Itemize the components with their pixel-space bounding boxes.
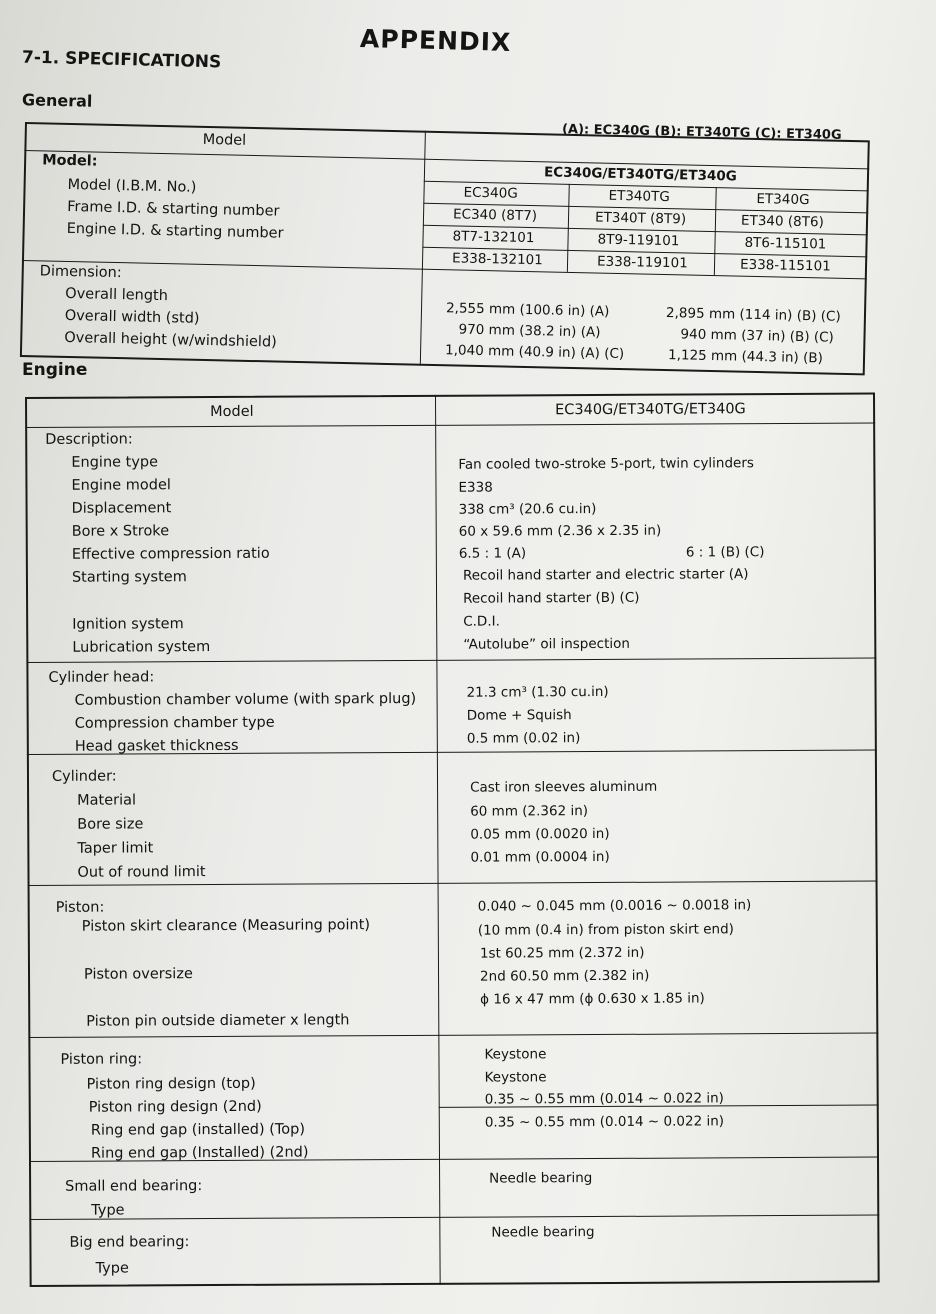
col-b-frame: 8T9-119101 xyxy=(597,231,680,250)
engine-heading: Engine xyxy=(22,360,88,380)
skirt-clearance-label: Piston skirt clearance (Measuring point) xyxy=(81,917,371,935)
engine-type-value: Fan cooled two-stroke 5-port, twin cylinders xyxy=(458,455,754,473)
piston-pin-value: ϕ 16 x 47 mm (ϕ 0.630 x 1.85 in) xyxy=(480,990,705,1008)
starting-system-value-2: Recoil hand starter (B) (C) xyxy=(463,589,640,607)
ring-design-2nd-value: Keystone xyxy=(484,1069,547,1086)
length-bc-value: 2,895 mm (114 in) (B) (C) xyxy=(665,305,841,325)
page-title: APPENDIX xyxy=(359,24,512,57)
col-a-ibm: EC340 (8T7) xyxy=(452,206,538,225)
chamber-type-value: Dome + Squish xyxy=(466,707,572,724)
starting-system-value-1: Recoil hand starter and electric starter (A) xyxy=(462,566,749,584)
cylinder-heading: Cylinder: xyxy=(51,768,117,785)
small-end-type-value: Needle bearing xyxy=(489,1170,593,1187)
col-a-model: EC340G xyxy=(463,184,518,202)
width-label: Overall width (std) xyxy=(64,307,200,327)
height-label: Overall height (w/windshield) xyxy=(64,329,277,351)
gasket-thickness-label: Head gasket thickness xyxy=(74,737,239,755)
piston-pin-label: Piston pin outside diameter x length xyxy=(86,1012,350,1030)
cylinder-head-heading: Cylinder head: xyxy=(48,669,155,686)
big-end-type-label: Type xyxy=(95,1260,129,1277)
length-label: Overall length xyxy=(65,285,169,305)
engine-model-column-header: Model xyxy=(210,403,254,421)
compression-ratio-label: Effective compression ratio xyxy=(71,545,270,563)
width-a-value: 970 mm (38.2 in) (A) xyxy=(458,321,601,341)
oversize-1st-value: 1st 60.25 mm (2.372 in) xyxy=(479,944,645,962)
engine-models-header: EC340G/ET340TG/ET340G xyxy=(555,401,746,419)
displacement-value: 338 cm³ (20.6 cu.in) xyxy=(458,501,597,518)
col-a-engine: E338-132101 xyxy=(451,250,543,269)
col-c-ibm: ET340 (8T6) xyxy=(740,212,824,231)
out-of-round-label: Out of round limit xyxy=(77,864,206,881)
material-label: Material xyxy=(77,792,137,809)
piston-oversize-label: Piston oversize xyxy=(83,966,193,983)
big-end-type-value: Needle bearing xyxy=(491,1224,595,1241)
bore-size-label: Bore size xyxy=(77,816,144,833)
col-c-engine: E338-115101 xyxy=(739,256,831,275)
general-table xyxy=(20,122,870,375)
bore-stroke-label: Bore x Stroke xyxy=(71,523,170,540)
taper-limit-value: 0.05 mm (0.0020 in) xyxy=(470,825,610,843)
out-of-round-value: 0.01 mm (0.0004 in) xyxy=(470,848,610,866)
engine-id-label: Engine I.D. & starting number xyxy=(66,220,284,242)
gasket-thickness-value: 0.5 mm (0.02 in) xyxy=(466,730,581,747)
compression-ratio-bc-value: 6 : 1 (B) (C) xyxy=(685,544,765,561)
col-b-ibm: ET340T (8T9) xyxy=(594,209,687,228)
models-header: EC340G/ET340TG/ET340G xyxy=(543,164,737,185)
piston-heading: Piston: xyxy=(55,899,105,916)
skirt-clearance-value-2: (10 mm (0.4 in) from piston skirt end) xyxy=(477,921,734,939)
col-a-frame: 8T7-132101 xyxy=(452,228,535,247)
ignition-system-value: C.D.I. xyxy=(463,613,500,630)
lubrication-system-value: “Autolube” oil inspection xyxy=(463,635,630,653)
bore-stroke-value: 60 x 59.6 mm (2.36 x 2.35 in) xyxy=(458,522,662,540)
ring-design-2nd-label: Piston ring design (2nd) xyxy=(88,1098,262,1116)
chamber-type-label: Compression chamber type xyxy=(74,714,275,732)
starting-system-label: Starting system xyxy=(71,569,187,586)
displacement-label: Displacement xyxy=(71,500,172,517)
col-c-frame: 8T6-115101 xyxy=(744,234,827,253)
engine-type-label: Engine type xyxy=(71,454,159,471)
col-c-model: ET340G xyxy=(756,190,810,209)
length-a-value: 2,555 mm (100.6 in) (A) xyxy=(445,300,610,320)
width-bc-value: 940 mm (37 in) (B) (C) xyxy=(680,326,834,346)
chamber-volume-label: Combustion chamber volume (with spark plug) xyxy=(74,690,417,709)
engine-model-value: E338 xyxy=(458,479,493,496)
bore-size-value: 60 mm (2.362 in) xyxy=(470,803,589,820)
chamber-volume-value: 21.3 cm³ (1.30 cu.in) xyxy=(466,683,609,701)
model-label: Model: xyxy=(41,152,98,170)
col-b-model: ET340TG xyxy=(608,187,670,206)
model-column-header: Model xyxy=(202,131,247,149)
skirt-clearance-value-1: 0.040 ~ 0.045 mm (0.0016 ~ 0.0018 in) xyxy=(477,897,752,915)
ring-design-top-value: Keystone xyxy=(484,1046,547,1063)
small-end-type-label: Type xyxy=(91,1202,125,1219)
ring-gap-2nd-value: 0.35 ~ 0.55 mm (0.014 ~ 0.022 in) xyxy=(484,1113,725,1131)
frame-label: Frame I.D. & starting number xyxy=(66,198,280,220)
material-value: Cast iron sleeves aluminum xyxy=(470,778,658,796)
lubrication-system-label: Lubrication system xyxy=(72,639,211,656)
ring-gap-2nd-label: Ring end gap (Installed) (2nd) xyxy=(90,1144,309,1162)
ring-design-top-label: Piston ring design (top) xyxy=(86,1075,256,1093)
general-heading: General xyxy=(21,90,93,111)
big-end-heading: Big end bearing: xyxy=(69,1234,190,1251)
dimension-label: Dimension: xyxy=(39,263,122,282)
description-heading: Description: xyxy=(45,431,133,448)
height-ac-value: 1,040 mm (40.9 in) (A) (C) xyxy=(444,342,625,363)
section-heading: 7-1. SPECIFICATIONS xyxy=(21,47,222,73)
model-legend: (A): EC340G (B): ET340TG (C): ET340G xyxy=(561,122,842,143)
small-end-heading: Small end bearing: xyxy=(65,1178,203,1195)
ring-gap-top-label: Ring end gap (installed) (Top) xyxy=(90,1121,306,1139)
ignition-system-label: Ignition system xyxy=(72,616,184,633)
engine-model-label: Engine model xyxy=(71,477,171,494)
compression-ratio-a-value: 6.5 : 1 (A) xyxy=(458,545,527,562)
ibm-label: Model (I.B.M. No.) xyxy=(67,176,197,196)
col-b-engine: E338-119101 xyxy=(596,253,688,272)
height-b-value: 1,125 mm (44.3 in) (B) xyxy=(667,347,824,367)
oversize-2nd-value: 2nd 60.50 mm (2.382 in) xyxy=(479,967,650,985)
engine-table xyxy=(25,393,880,1287)
taper-limit-label: Taper limit xyxy=(77,840,154,857)
ring-gap-top-value: 0.35 ~ 0.55 mm (0.014 ~ 0.022 in) xyxy=(484,1090,724,1108)
piston-ring-heading: Piston ring: xyxy=(60,1051,143,1068)
